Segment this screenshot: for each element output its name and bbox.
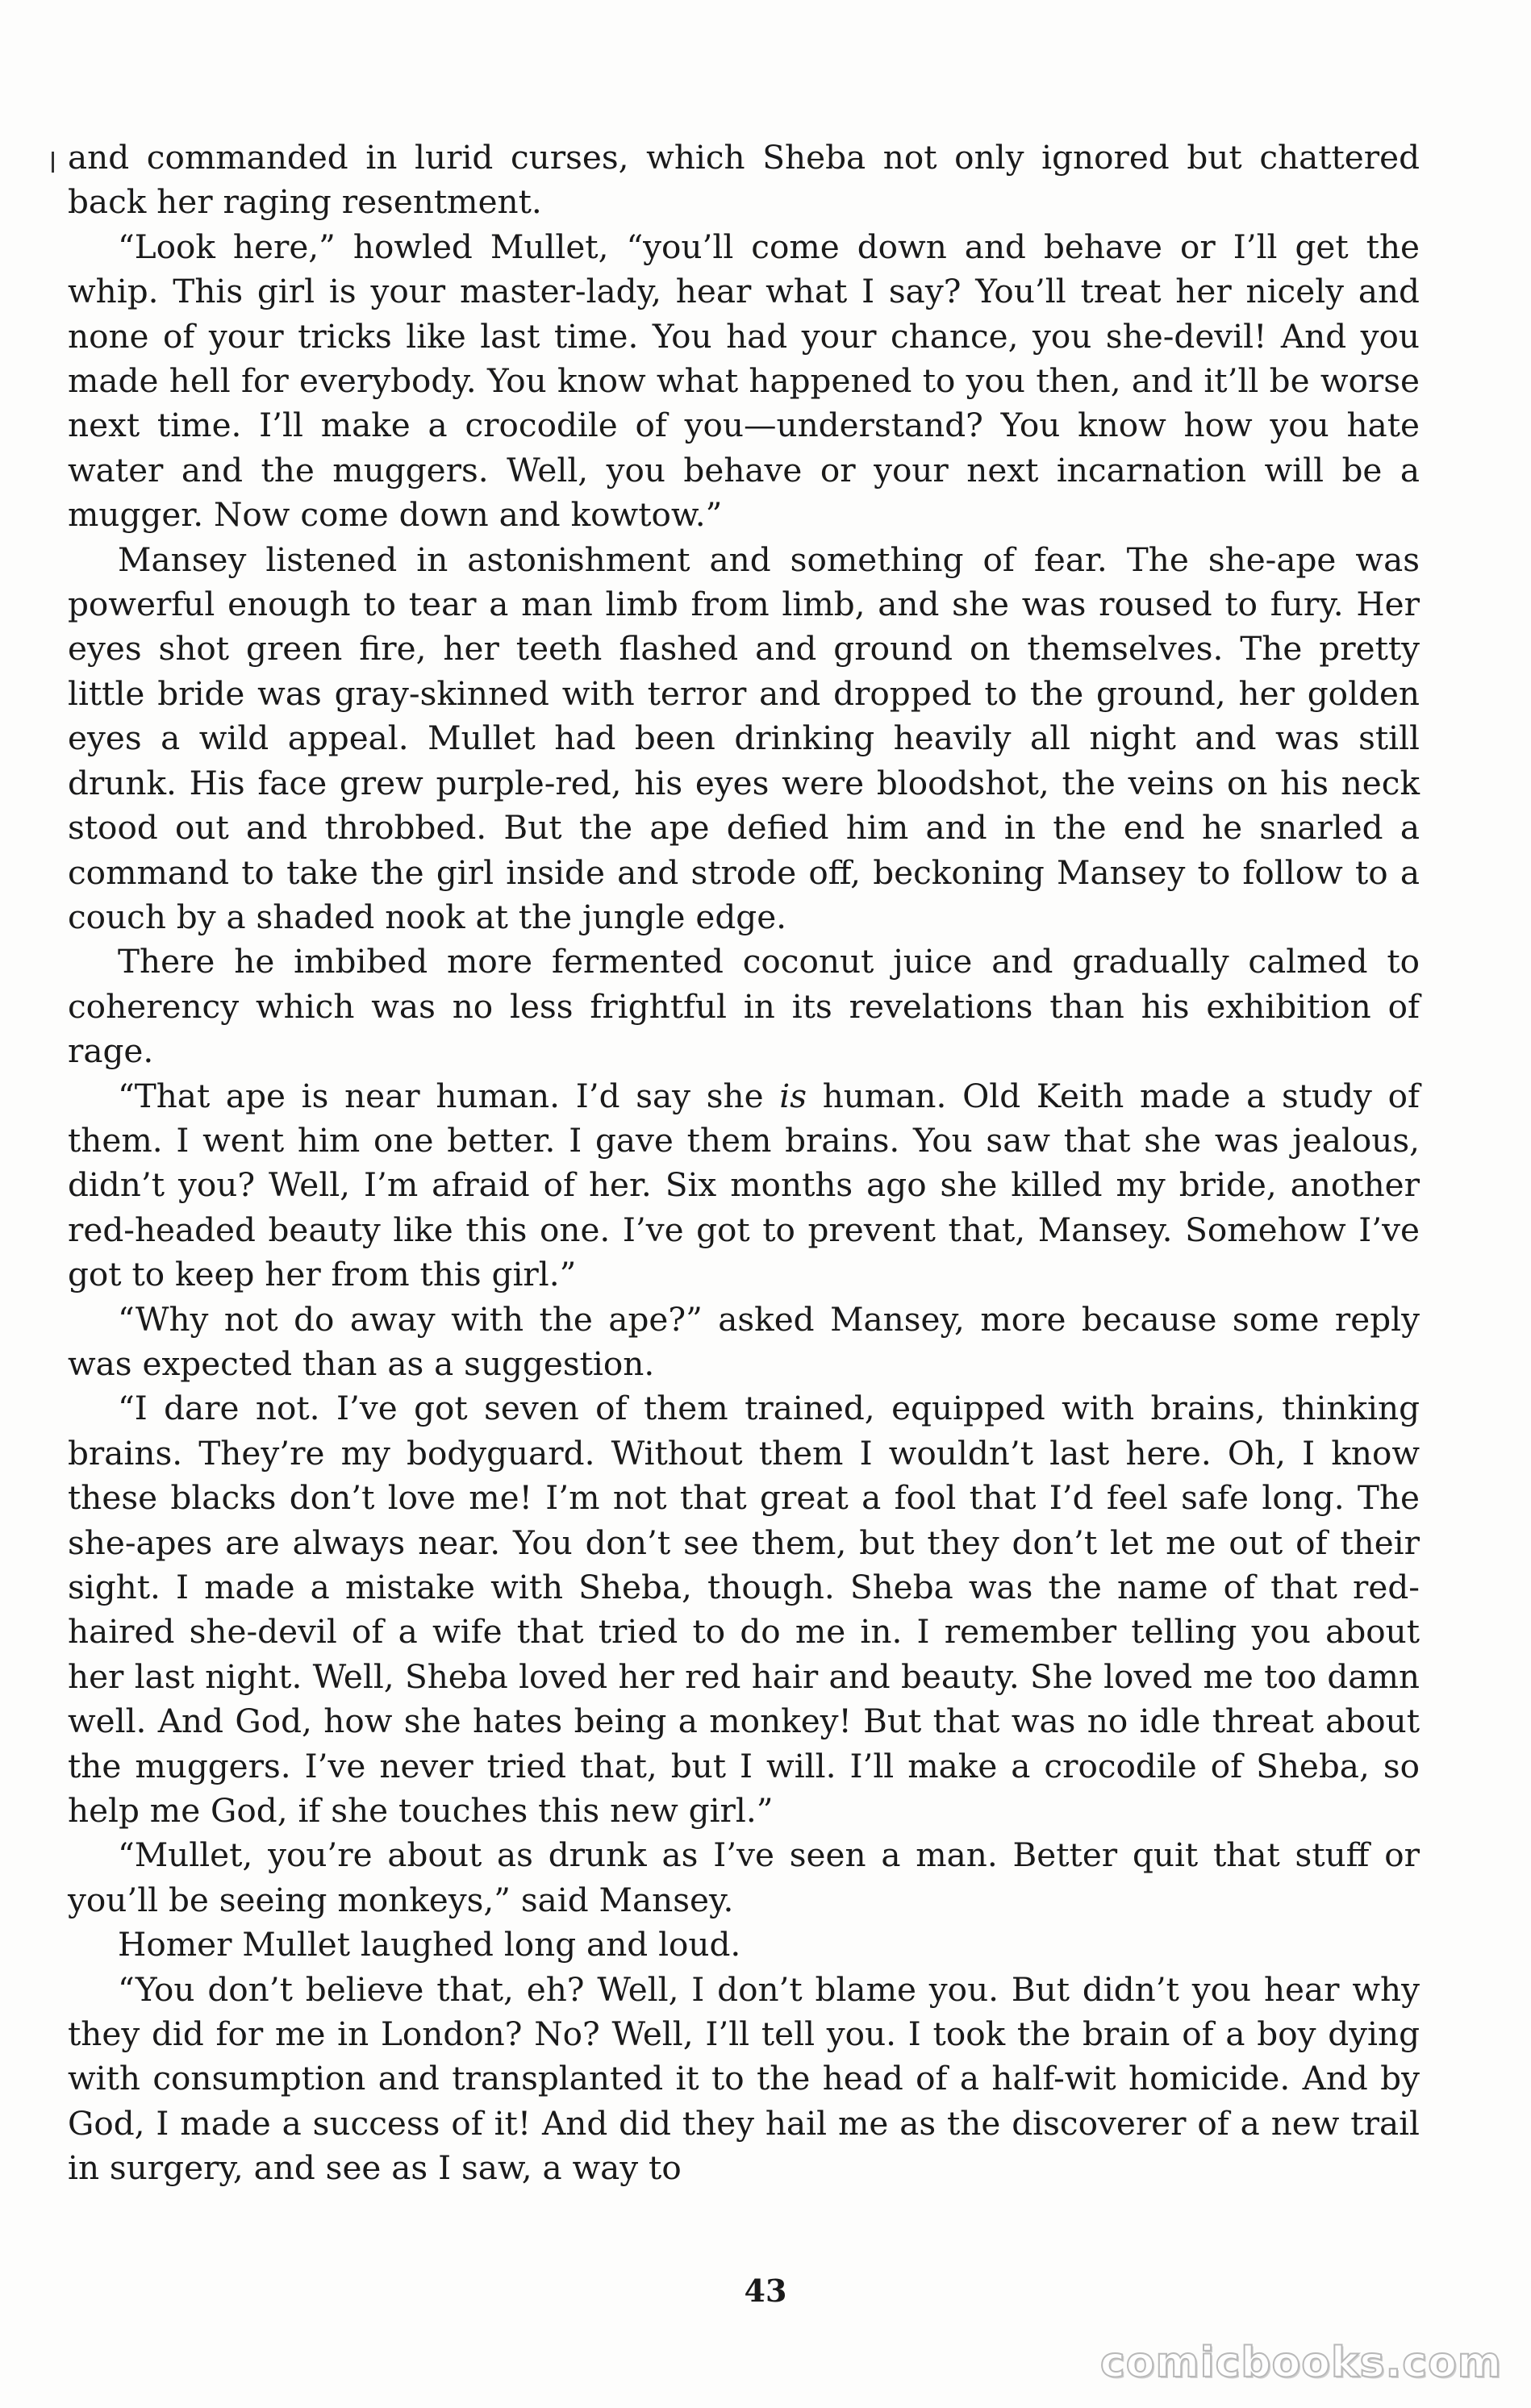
scan-mark	[52, 152, 54, 173]
paragraph: “Mullet, you’re about as drunk as I’ve seen a man. Better quit that stuff or you’ll be seeing monkeys,” said Mansey.	[68, 1835, 1420, 1919]
paragraph: and commanded in lurid curses, which Sheba not only ignored but chattered back her raging resentment.	[68, 138, 1420, 222]
paragraph: Homer Mullet laughed long and loud.	[118, 1925, 741, 1964]
watermark-logo: comicbooks.com	[1099, 2339, 1502, 2387]
paragraph: Mansey listened in astonishment and something of fear. The she-ape was powerful enough to tear a man limb from limb, and she was roused to fury. Her eyes shot green fire, her teeth flashed and ground on themselves. The pretty little bride was gray-skinned with terror and dropped to the ground, her golden eyes a wild appeal. Mullet had been drinking heavily all night and was still drunk. His face grew purple-red, his eyes were bloodshot, the veins on his neck stood out and throbbed. But the ape defied him and in the end he snarled a command to take the girl inside and strode off, beckoning Mansey to follow to a couch by a shaded nook at the jungle edge.	[68, 540, 1420, 936]
paragraph: There he imbibed more fermented coconut juice and gradually calmed to coherency which was no less frightful in its revelations than his exhibition of rage.	[68, 942, 1420, 1071]
page-number: 43	[744, 2273, 787, 2309]
italic-word: is	[779, 1076, 807, 1115]
paragraph-with-italic	[68, 1074, 1420, 1298]
paragraph: “You don’t believe that, eh? Well, I don’t blame you. But didn’t you hear why they did for me in London? No? Well, I’ll tell you. I took the brain of a boy dying with consumption and transplanted it to the head of a half-wit homicide. And by God, I made a success of it! And did they hail me as the discoverer of a new trail in surgery, and see as I saw, a way to	[68, 1969, 1420, 2188]
paragraph: “Why not do away with the ape?” asked Mansey, more because some reply was expected than as a suggestion.	[68, 1299, 1420, 1383]
paragraph-text: human. Old Keith made a study of them. I went him one better. I gave them brains. You saw that she was jealous, didn’t you? Well, I’m afraid of her. Six months ago she killed my bride, another red-headed beauty like this one. I’ve got to prevent that, Mansey. Somehow I’ve got to keep her from this girl.”	[68, 1076, 1420, 1294]
paragraph: “Look here,” howled Mullet, “you’ll come down and behave or I’ll get the whip. This girl is your master-lady, hear what I say? You’ll treat her nicely and none of your tricks like last time. You had your chance, you she-devil! And you made hell for everybody. You know what happened to you then, and it’ll be worse next time. I’ll make a crocodile of you—understand? You know how you hate water and the muggers. Well, you behave or your next incarnation will be a mugger. Now come down and kowtow.”	[68, 227, 1420, 535]
paragraph-text: “That ape is near human. I’d say she	[118, 1076, 780, 1115]
body-text	[68, 135, 1420, 2191]
paragraph: “I dare not. I’ve got seven of them trained, equipped with brains, thinking brains. They’re my bodyguard. Without them I wouldn’t last here. Oh, I know these blacks don’t love me! I’m not that great a fool that I’d feel safe long. The she-apes are always near. You don’t see them, but they don’t let me out of their sight. I made a mistake with Sheba, though. Sheba was the name of that red-haired she-devil of a wife that tried to do me in. I remember telling you about her last night. Well, Sheba loved her red hair and beauty. She loved me too damn well. And God, how she hates being a monkey! But that was no idle threat about the muggers. I’ve never tried that, but I will. I’ll make a crocodile of Sheba, so help me God, if she touches this new girl.”	[68, 1389, 1420, 1831]
